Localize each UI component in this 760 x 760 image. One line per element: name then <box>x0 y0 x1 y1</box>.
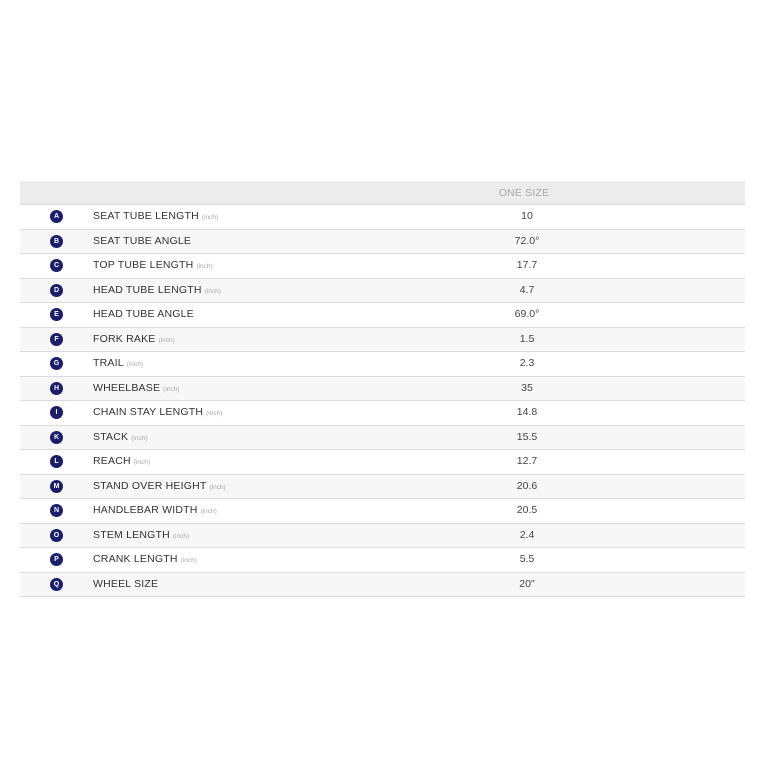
measurement-unit: (inch) <box>180 557 197 564</box>
measurement-unit: (inch) <box>200 508 217 515</box>
measurement-name-text: SEAT TUBE LENGTH <box>93 210 199 222</box>
table-row <box>20 426 745 451</box>
measurement-name <box>93 308 194 320</box>
measurement-name-text: TRAIL <box>93 357 124 369</box>
table-row <box>20 524 745 549</box>
measurement-value: 14.8 <box>516 406 538 418</box>
measurement-value: 10 <box>521 210 533 222</box>
measurement-name-text: HEAD TUBE ANGLE <box>93 308 194 320</box>
table-body <box>20 205 745 597</box>
measurement-value: 35 <box>521 381 533 394</box>
table-row <box>20 573 745 598</box>
measurement-letter-badge: Q <box>50 578 63 591</box>
measurement-unit: (inch) <box>206 410 223 417</box>
measurement-name <box>93 431 148 443</box>
measurement-letter-badge: N <box>50 504 63 517</box>
measurement-name <box>93 382 179 394</box>
table-row <box>20 499 745 524</box>
measurement-name <box>93 455 150 467</box>
measurement-letter-badge: M <box>50 480 63 493</box>
measurement-name-text: HANDLEBAR WIDTH <box>93 504 198 516</box>
measurement-unit: (inch) <box>204 287 221 295</box>
measurement-name <box>93 357 143 369</box>
table-row <box>20 475 745 500</box>
measurement-letter-badge: K <box>50 431 63 444</box>
measurement-name-text: REACH <box>93 455 131 467</box>
table-row <box>20 450 745 475</box>
measurement-name <box>93 553 197 565</box>
measurement-letter-badge: E <box>50 308 63 321</box>
measurement-letter-badge: A <box>50 210 63 223</box>
measurement-unit: (inch) <box>172 532 190 540</box>
measurement-name <box>93 406 222 418</box>
measurement-name-text: TOP TUBE LENGTH <box>93 259 194 271</box>
measurement-unit: (inch) <box>201 214 219 221</box>
measurement-name <box>93 480 226 492</box>
geometry-table <box>20 181 745 597</box>
measurement-name-text: FORK RAKE <box>93 332 156 345</box>
measurement-name-text: STACK <box>93 430 129 443</box>
measurement-unit: (inch) <box>126 361 144 368</box>
measurement-name-text: SEAT TUBE ANGLE <box>93 234 192 247</box>
measurement-value: 72.0° <box>514 234 540 247</box>
measurement-letter-badge: L <box>50 455 63 468</box>
measurement-name-text: STAND OVER HEIGHT <box>93 479 207 492</box>
measurement-value: 20.5 <box>516 504 538 516</box>
measurement-value: 4.7 <box>519 283 535 296</box>
measurement-letter-badge: G <box>50 357 63 370</box>
measurement-letter-badge: I <box>50 406 63 419</box>
measurement-unit: (inch) <box>163 385 180 393</box>
measurement-name <box>93 259 213 271</box>
measurement-value: 20.6 <box>516 479 538 492</box>
measurement-value: 20" <box>519 577 535 590</box>
table-row <box>20 303 745 328</box>
measurement-name-text: HEAD TUBE LENGTH <box>93 283 202 296</box>
table-row <box>20 205 745 230</box>
measurement-name-text: CHAIN STAY LENGTH <box>93 406 204 418</box>
measurement-value: 1.5 <box>519 332 535 345</box>
measurement-letter-badge: F <box>50 333 63 346</box>
measurement-name <box>93 210 218 222</box>
measurement-letter-badge: O <box>50 529 63 542</box>
measurement-value: 2.3 <box>519 357 535 369</box>
measurement-unit: (inch) <box>131 434 148 442</box>
measurement-letter-badge: P <box>50 553 63 566</box>
table-row <box>20 279 745 304</box>
measurement-name <box>93 504 217 516</box>
table-row <box>20 352 745 377</box>
table-row <box>20 254 745 279</box>
measurement-name <box>93 529 189 541</box>
table-row <box>20 328 745 353</box>
measurement-letter-badge: D <box>50 284 63 297</box>
measurement-value: 12.7 <box>516 455 538 467</box>
measurement-unit: (inch) <box>158 336 175 344</box>
measurement-value: 5.5 <box>519 553 535 565</box>
measurement-name <box>93 284 221 296</box>
measurement-name <box>93 578 158 590</box>
measurement-unit: (inch) <box>196 263 213 270</box>
measurement-name-text: WHEEL SIZE <box>93 577 159 590</box>
table-row <box>20 548 745 573</box>
measurement-name-text: WHEELBASE <box>93 381 161 394</box>
measurement-value: 17.7 <box>516 259 538 271</box>
table-header <box>20 181 745 205</box>
measurement-unit: (inch) <box>209 483 226 491</box>
measurement-letter-badge: C <box>50 259 63 272</box>
measurement-name-text: CRANK LENGTH <box>93 553 178 565</box>
measurement-letter-badge: B <box>50 235 63 248</box>
table-row <box>20 401 745 426</box>
table-row <box>20 230 745 255</box>
measurement-name <box>93 235 191 247</box>
table-row <box>20 377 745 402</box>
measurement-value: 2.4 <box>519 528 535 541</box>
measurement-unit: (inch) <box>133 459 151 466</box>
measurement-name <box>93 333 175 345</box>
size-column-header: ONE SIZE <box>498 187 550 199</box>
measurement-value: 69.0° <box>514 308 540 320</box>
measurement-letter-badge: H <box>50 382 63 395</box>
measurement-name-text: STEM LENGTH <box>93 528 170 541</box>
measurement-value: 15.5 <box>516 430 538 443</box>
